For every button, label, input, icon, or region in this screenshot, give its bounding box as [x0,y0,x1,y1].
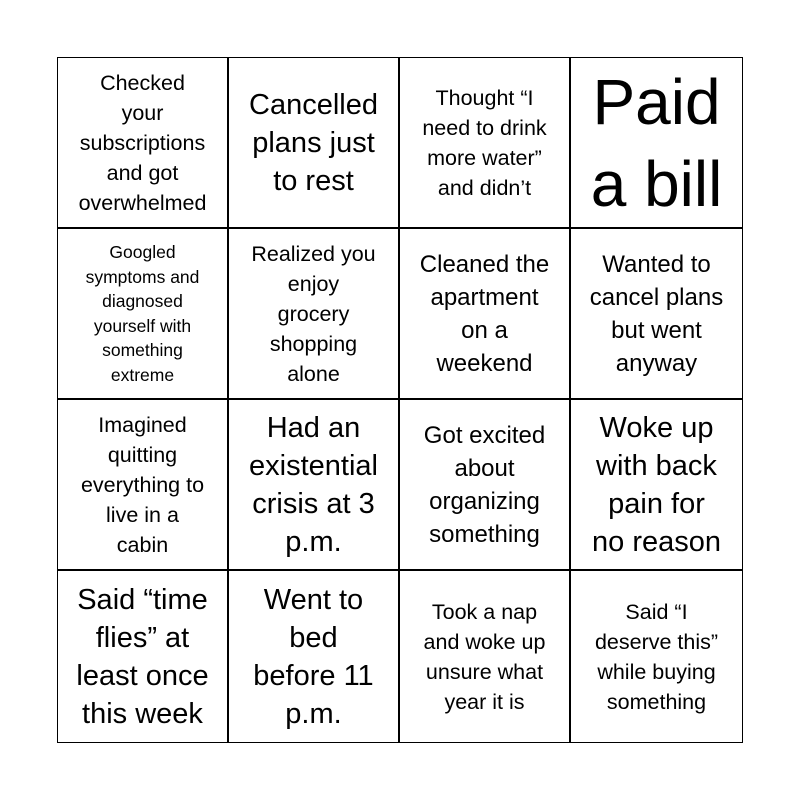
bingo-cell-text: Woke up with back pain for no reason [592,411,721,558]
bingo-cell-text: Imagined quitting everything to live in a cabin [80,412,205,557]
bingo-cell[interactable] [400,571,571,742]
bingo-cell[interactable] [400,58,571,229]
bingo-cell[interactable] [58,400,229,571]
bingo-cell[interactable] [571,229,742,400]
bingo-cell[interactable] [229,400,400,571]
bingo-cell-text: Checked your subscriptions and got overwhelmed [78,70,207,215]
bingo-cell-text: Cleaned the apartment on a weekend [419,250,550,377]
bingo-cell[interactable] [229,58,400,229]
bingo-cell-text: Said “time flies” at least once this week [76,583,209,730]
bingo-cell[interactable] [229,229,400,400]
bingo-cell-text: Had an existential crisis at 3 p.m. [249,411,378,558]
bingo-cell[interactable] [571,571,742,742]
bingo-cell[interactable] [229,571,400,742]
bingo-cell-text: Said “I deserve this” while buying something [594,599,719,714]
bingo-cell-text: Got excited about organizing something [423,421,546,548]
bingo-cell-text: Went to bed before 11 p.m. [253,583,374,730]
bingo-cell[interactable] [58,229,229,400]
bingo-cell-text: Took a nap and woke up unsure what year it is [423,599,546,714]
bingo-cell[interactable] [400,400,571,571]
bingo-cell-text: Googled symptoms and diagnosed yourself with something extreme [85,242,200,385]
bingo-cell[interactable] [571,400,742,571]
bingo-cell-text: Cancelled plans just to rest [249,88,378,197]
bingo-board [57,57,743,743]
bingo-cell-text: Wanted to cancel plans but went anyway [589,250,724,377]
bingo-cell[interactable] [571,58,742,229]
bingo-cell[interactable] [400,229,571,400]
bingo-cell-text: Paid a bill [590,65,723,220]
bingo-cell-text: Realized you enjoy grocery shopping alone [251,241,376,386]
bingo-cell[interactable] [58,58,229,229]
bingo-cell[interactable] [58,571,229,742]
bingo-cell-text: Thought “I need to drink more water” and didn’t [422,85,547,200]
